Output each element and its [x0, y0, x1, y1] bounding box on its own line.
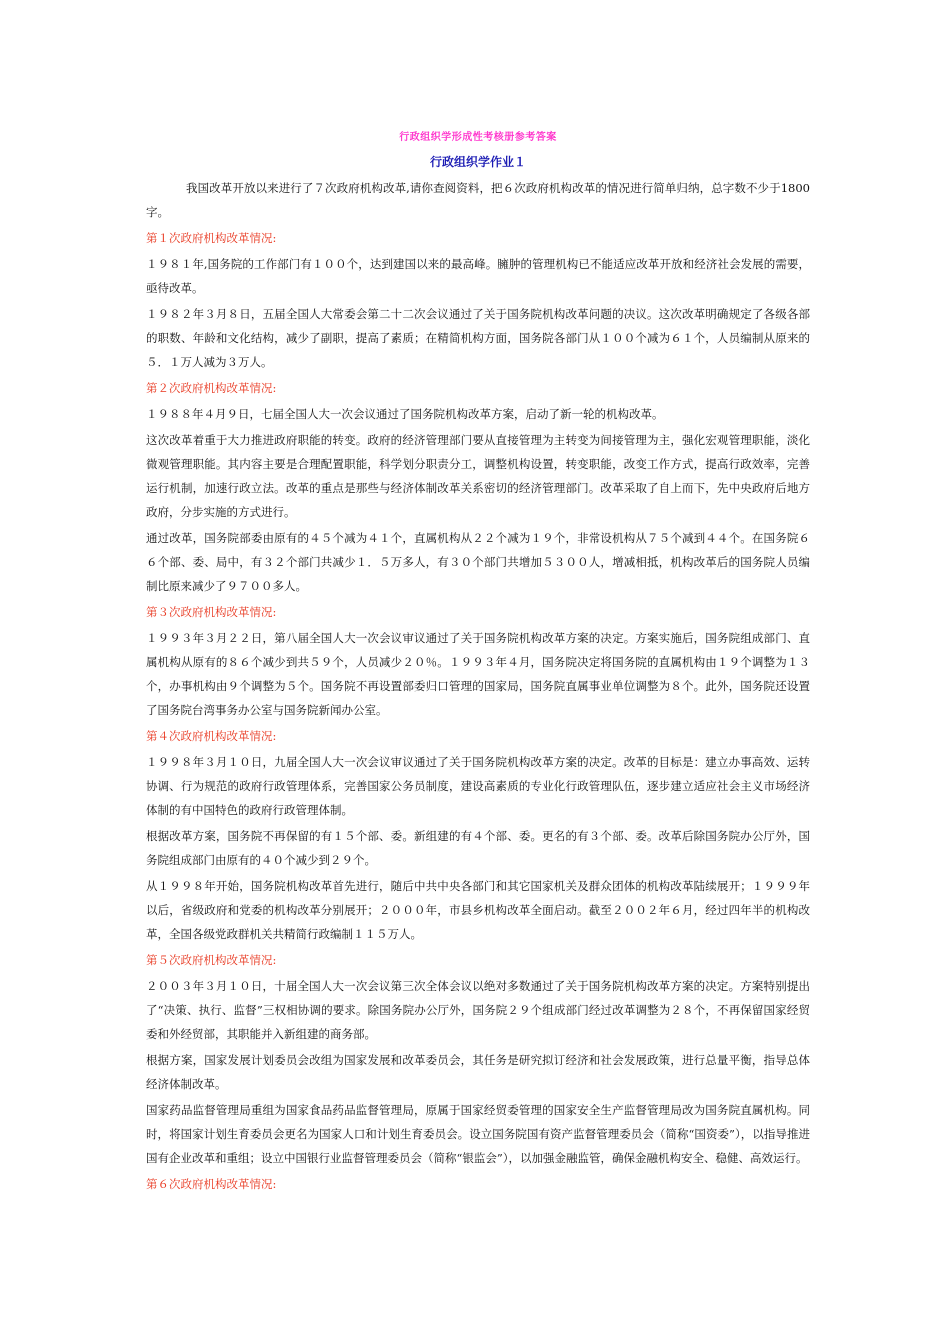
- section-heading: 第３次政府机构改革情况:: [146, 605, 277, 619]
- section-paragraph: １９９３年３月２２日，第八届全国人大一次会议审议通过了关于国务院机构改革方案的决定。方案实施后，国务院组成部门、直属机构从原有的８６个减少到共５９个，人员减少２０％。１９９３年４月，国务院决定将国务院的直属机构由１９个调整为１３个，办事机构由９个调整为５个。国务院不再设置部委归口管理的国家局，国务院直属事业单位调整为８个。此外，国务院还设置了国务院台湾事务办公室与国务院新闻办公室。: [146, 631, 810, 717]
- document-title: 行政组织学形成性考核册参考答案: [399, 132, 557, 143]
- section-paragraph: 通过改革，国务院部委由原有的４５个减为４１个，直属机构从２２个减为１９个，非常设机构从７５个减到４４个。在国务院６６个部、委、局中，有３２个部门共减少１．５万多人，有３０个部门共增加５３００人，增减相抵，机构改革后的国务院人员编制比原来减少了９７００多人。: [146, 531, 810, 593]
- section-reform-5: [146, 948, 810, 1170]
- section-paragraph: １９８２年３月８日，五届全国人大常委会第二十二次会议通过了关于国务院机构改革问题的决议。这次改革明确规定了各级各部的职数、年龄和文化结构，减少了副职，提高了素质；在精简机构方面，国务院各部门从１００个减为６１个，人员编制从原来的５．１万人减为３万人。: [146, 307, 810, 369]
- section-paragraph: 根据方案，国家发展计划委员会改组为国家发展和改革委员会，其任务是研究拟订经济和社会发展政策，进行总量平衡，指导总体经济体制改革。: [146, 1053, 810, 1091]
- section-paragraph: １９８８年４月９日，七届全国人大一次会议通过了国务院机构改革方案，启动了新一轮的机构改革。: [146, 407, 664, 421]
- section-heading: 第５次政府机构改革情况:: [146, 953, 277, 967]
- section-reform-3: [146, 600, 810, 722]
- document-subtitle: 行政组织学作业１: [429, 155, 526, 169]
- section-heading: 第４次政府机构改革情况:: [146, 729, 277, 743]
- section-reform-6: [146, 1172, 810, 1196]
- section-reform-4: [146, 724, 810, 946]
- assignment-prompt: 我国改革开放以来进行了７次政府机构改革,请你查阅资料，把６次政府机构改革的情况进行简单归纳，总字数不少于1800字。: [146, 181, 810, 219]
- section-paragraph: ２００３年３月１０日，十届全国人大一次会议第三次全体会议以绝对多数通过了关于国务院机构改革方案的决定。方案特别提出了“决策、执行、监督”三权相协调的要求。除国务院办公厅外，国务院２９个组成部门经过改革调整为２８个，不再保留国家经贸委和外经贸部，其职能并入新组建的商务部。: [146, 979, 810, 1041]
- section-paragraph: 这次改革着重于大力推进政府职能的转变。政府的经济管理部门要从直接管理为主转变为间接管理为主，强化宏观管理职能，淡化微观管理职能。其内容主要是合理配置职能，科学划分职责分工，调整机构设置，转变职能，改变工作方式，提高行政效率，完善运行机制，加速行政立法。改革的重点是那些与经济体制改革关系密切的经济管理部门。改革采取了自上而下，先中央政府后地方政府，分步实施的方式进行。: [146, 433, 810, 519]
- section-reform-2: [146, 376, 810, 598]
- section-paragraph: 从１９９８年开始，国务院机构改革首先进行，随后中共中央各部门和其它国家机关及群众团体的机构改革陆续展开；１９９９年以后，省级政府和党委的机构改革分别展开；２０００年，市县乡机构改革全面启动。截至２００２年６月，经过四年半的机构改革，全国各级党政群机关共精简行政编制１１５万人。: [146, 879, 810, 941]
- section-reform-1: [146, 226, 810, 374]
- section-heading: 第２次政府机构改革情况:: [146, 381, 277, 395]
- section-heading: 第６次政府机构改革情况:: [146, 1177, 277, 1191]
- section-paragraph: 根据改革方案，国务院不再保留的有１５个部、委。新组建的有４个部、委。更名的有３个部、委。改革后除国务院办公厅外，国务院组成部门由原有的４０个减少到２９个。: [146, 829, 810, 867]
- section-paragraph: 国家药品监督管理局重组为国家食品药品监督管理局，原属于国家经贸委管理的国家安全生产监督管理局改为国务院直属机构。同时，将国家计划生育委员会更名为国家人口和计划生育委员会。设立国务院国有资产监督管理委员会（简称“国资委”），以指导推进国有企业改革和重组；设立中国银行业监督管理委员会（简称“银监会”），以加强金融监管，确保金融机构安全、稳健、高效运行。: [146, 1103, 810, 1165]
- document-page: [146, 124, 810, 1198]
- section-paragraph: １９９８年３月１０日，九届全国人大一次会议审议通过了关于国务院机构改革方案的决定。改革的目标是：建立办事高效、运转协调、行为规范的政府行政管理体系，完善国家公务员制度，建设高素质的专业化行政管理队伍，逐步建立适应社会主义市场经济体制的有中国特色的政府行政管理体制。: [146, 755, 810, 817]
- section-paragraph: １９８１年,国务院的工作部门有１００个，达到建国以来的最高峰。臃肿的管理机构已不能适应改革开放和经济社会发展的需要，亟待改革。: [146, 257, 810, 295]
- section-heading: 第１次政府机构改革情况:: [146, 231, 277, 245]
